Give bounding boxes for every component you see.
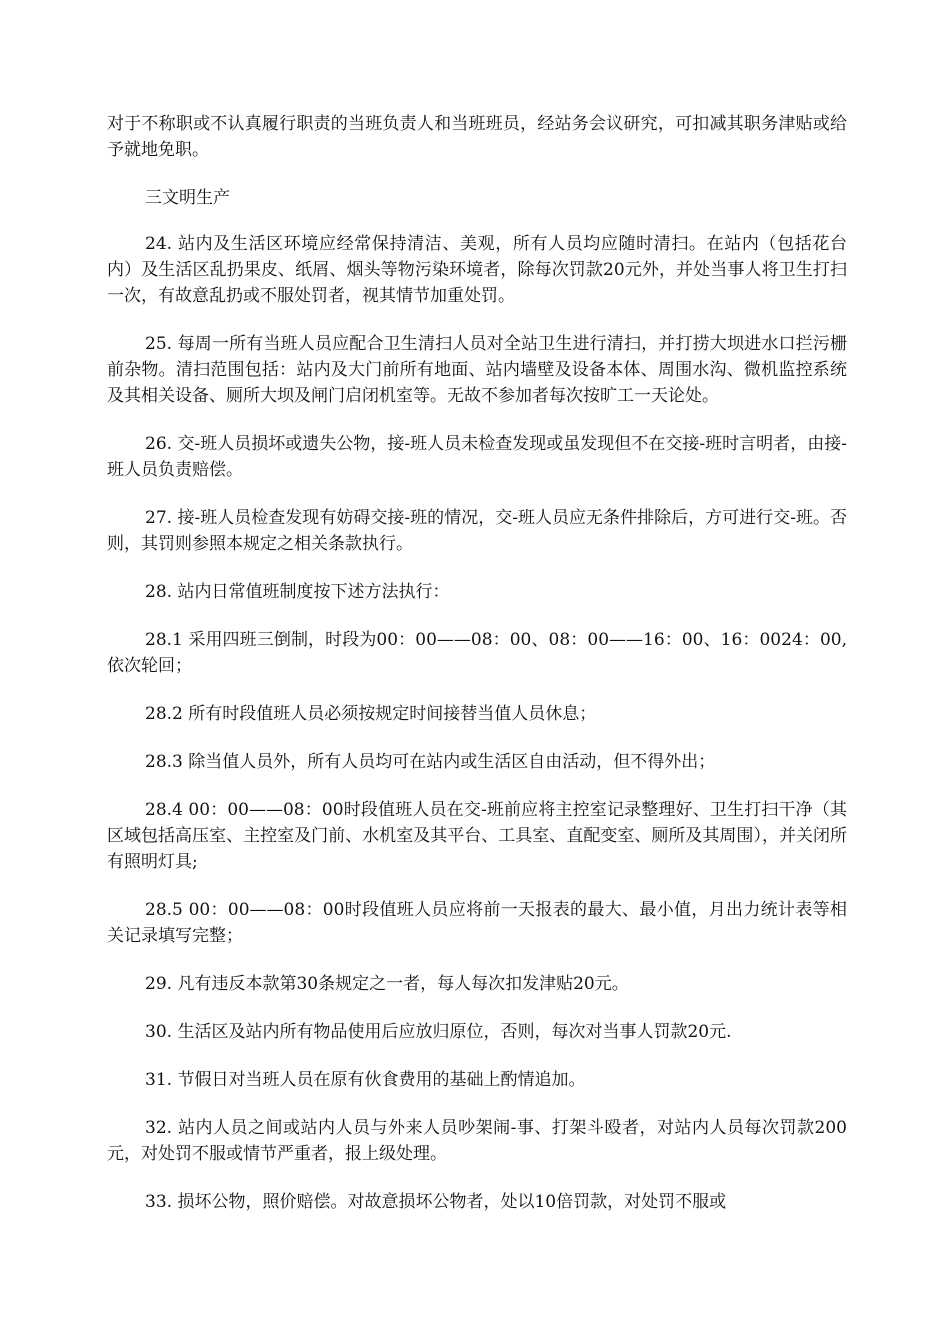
paragraph-25: 25. 每周一所有当班人员应配合卫生清扫人员对全站卫生进行清扫，并打捞大坝进水口拦污栅前杂物。清扫范围包括：站内及大门前所有地面、站内墙壁及设备本体、周围水沟、微机监控系统及其相关设备、厕所大坝及闸门启闭机室等。无故不参加者每次按旷工一天论处。 <box>107 334 847 406</box>
paragraph-28-4: 28.4 00：00——08：00时段值班人员在交-班前应将主控室记录整理好、卫生打扫干净（其区域包括高压室、主控室及门前、水机室及其平台、工具室、直配变室、厕所及其周围），并关闭所有照明灯具; <box>107 800 847 872</box>
paragraph-33: 33. 损坏公物，照价赔偿。对故意损坏公物者，处以10倍罚款，对处罚不服或 <box>145 1192 727 1212</box>
paragraph-28-2: 28.2 所有时段值班人员必须按规定时间接替当值人员休息； <box>145 704 597 724</box>
paragraph-24: 24. 站内及生活区环境应经常保持清洁、美观，所有人员均应随时清扫。在站内（包括花台内）及生活区乱扔果皮、纸屑、烟头等物污染环境者，除每次罚款20元外，并处当事人将卫生打扫一次，有故意乱扔或不服处罚者，视其情节加重处罚。 <box>107 234 847 306</box>
paragraph-31: 31. 节假日对当班人员在原有伙食费用的基础上酌情追加。 <box>145 1070 586 1090</box>
section-heading: 三文明生产 <box>145 188 230 208</box>
paragraph-27: 27. 接-班人员检查发现有妨碍交接-班的情况，交-班人员应无条件排除后，方可进行交-班。否则，其罚则参照本规定之相关条款执行。 <box>107 508 847 554</box>
paragraph-28-5: 28.5 00：00——08：00时段值班人员应将前一天报表的最大、最小值，月出力统计表等相关记录填写完整； <box>107 900 847 946</box>
paragraph-28-3: 28.3 除当值人员外，所有人员均可在站内或生活区自由活动，但不得外出； <box>145 752 716 772</box>
paragraph-30: 30. 生活区及站内所有物品使用后应放归原位，否则，每次对当事人罚款20元. <box>145 1022 732 1042</box>
paragraph-29: 29. 凡有违反本款第30条规定之一者，每人每次扣发津贴20元。 <box>145 974 629 994</box>
paragraph-32: 32. 站内人员之间或站内人员与外来人员吵架闹-事、打架斗殴者，对站内人员每次罚款200元，对处罚不服或情节严重者，报上级处理。 <box>107 1118 847 1164</box>
paragraph-intro: 对于不称职或不认真履行职责的当班负责人和当班班员，经站务会议研究，可扣减其职务津贴或给予就地免职。 <box>107 114 847 160</box>
document-body <box>107 111 847 1237</box>
paragraph-26: 26. 交-班人员损坏或遗失公物，接-班人员未检查发现或虽发现但不在交接-班时言明者，由接-班人员负责赔偿。 <box>107 434 847 480</box>
paragraph-28-1: 28.1 采用四班三倒制，时段为00：00——08：00、08：00——16：00、16：0024：00,依次轮回； <box>107 630 847 676</box>
paragraph-28: 28. 站内日常值班制度按下述方法执行： <box>145 582 450 602</box>
